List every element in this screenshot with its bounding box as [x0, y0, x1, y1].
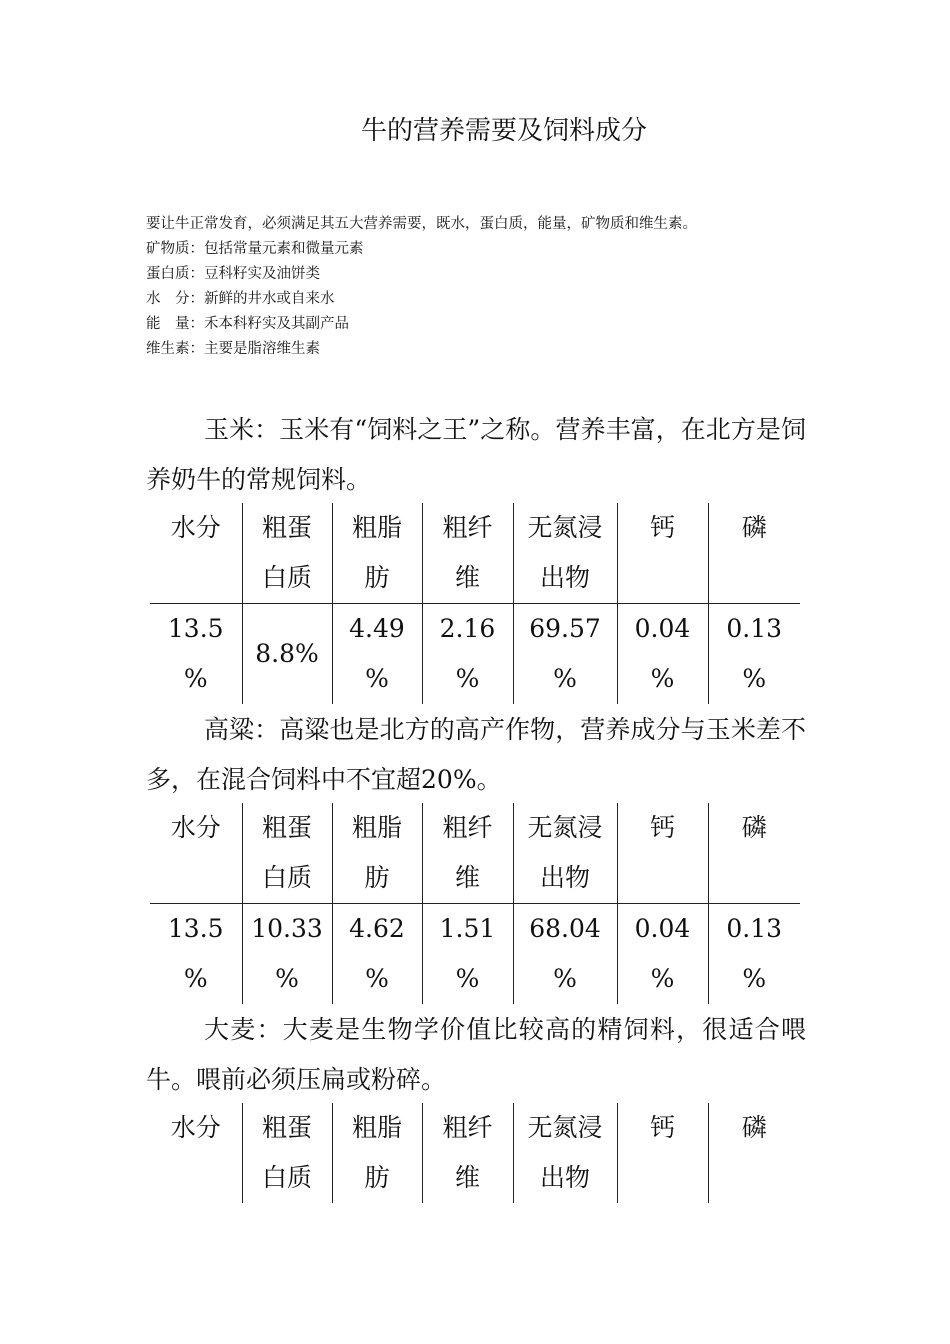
header-cell: 钙: [617, 1103, 708, 1203]
header-cell: 水分: [150, 503, 242, 604]
table-row: [150, 904, 800, 1005]
header-cell: 磷: [708, 803, 800, 904]
page-title: 牛的营养需要及饲料成分: [360, 116, 647, 146]
intro-line: 要让牛正常发育，必须满足其五大营养需要，既水，蛋白质，能量，矿物质和维生素。: [146, 216, 697, 232]
header-cell: 粗纤 维: [422, 1103, 513, 1203]
intro-block: [146, 212, 826, 362]
table-header-row: [150, 803, 800, 904]
header-cell: 粗蛋 白质: [242, 1103, 332, 1203]
intro-line: 水 分：新鲜的井水或自来水: [146, 291, 335, 307]
value-cell: 13.5 %: [167, 914, 224, 993]
value-cell: 1.51 %: [422, 904, 513, 1005]
value-cell: 0.04 %: [617, 604, 708, 705]
header-cell: 粗脂 肪: [332, 803, 422, 904]
header-cell: 粗纤 维: [422, 503, 513, 604]
header-cell: 磷: [708, 503, 800, 604]
header-cell: 无氮浸 出物: [513, 803, 617, 904]
barley-nutrition-table: [150, 1103, 800, 1203]
value-cell: 13.5 %: [167, 614, 224, 693]
table-row: [150, 604, 800, 705]
value-cell: 0.13 %: [708, 904, 800, 1005]
barley-description: 大麦：大麦是生物学价值比较高的精饲料，很适合喂牛。喂前必须压扁或粉碎。: [146, 1015, 806, 1094]
header-cell: 水分: [170, 1113, 221, 1142]
sorghum-nutrition-table: [150, 803, 800, 1004]
value-cell: 10.33 %: [242, 904, 332, 1005]
value-cell: 0.04 %: [617, 904, 708, 1005]
value-cell: 0.13 %: [708, 604, 800, 705]
header-cell: 粗脂 肪: [332, 503, 422, 604]
corn-description: 玉米：玉米有“饲料之王”之称。营养丰富，在北方是饲养奶牛的常规饲料。: [146, 415, 806, 494]
intro-line: 矿物质：包括常量元素和微量元素: [146, 241, 364, 257]
table-header-row: [150, 1103, 800, 1203]
header-cell: 粗蛋 白质: [242, 803, 332, 904]
intro-line: 蛋白质：豆科籽实及油饼类: [146, 266, 320, 282]
header-cell: 粗脂 肪: [332, 1103, 422, 1203]
table-header-row: [150, 503, 800, 604]
intro-line: 能 量：禾本科籽实及其副产品: [146, 316, 349, 332]
header-cell: 钙: [617, 803, 708, 904]
value-cell: 8.8%: [242, 604, 332, 705]
header-cell: 磷: [708, 1103, 800, 1203]
value-cell: 4.62 %: [332, 904, 422, 1005]
header-cell: 粗蛋 白质: [242, 503, 332, 604]
header-cell: 无氮浸 出物: [513, 503, 617, 604]
header-cell: 无氮浸 出物: [513, 1103, 617, 1203]
header-cell: 粗纤 维: [422, 803, 513, 904]
value-cell: 2.16 %: [422, 604, 513, 705]
sorghum-description: 高粱：高粱也是北方的高产作物，营养成分与玉米差不多，在混合饲料中不宜超20%。: [146, 715, 806, 794]
intro-line: 维生素：主要是脂溶维生素: [146, 341, 320, 357]
value-cell: 68.04 %: [513, 904, 617, 1005]
value-cell: 4.49 %: [332, 604, 422, 705]
header-cell: 钙: [617, 503, 708, 604]
header-cell: 水分: [150, 803, 242, 904]
value-cell: 69.57 %: [513, 604, 617, 705]
corn-nutrition-table: [150, 503, 800, 704]
